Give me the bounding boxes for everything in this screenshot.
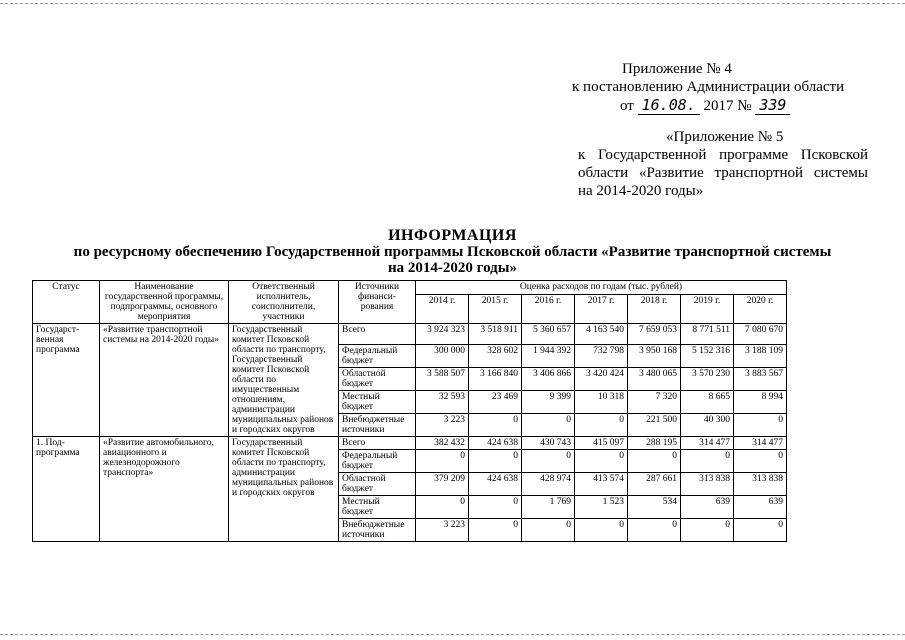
title-heading: ИНФОРМАЦИЯ <box>388 227 517 244</box>
cell-value: 0 <box>522 414 575 437</box>
header-sources: Источники финанси-рования <box>339 281 416 324</box>
cell-value: 0 <box>681 450 734 473</box>
cell-value: 3 950 168 <box>628 345 681 368</box>
cell-value: 3 406 866 <box>522 368 575 391</box>
cell-value: 639 <box>734 496 787 519</box>
handwritten-date: 16.08. <box>638 96 700 115</box>
cell-value: 3 223 <box>416 519 469 542</box>
cell-value: 379 209 <box>416 473 469 496</box>
cell-status: Государст-венная программа <box>33 324 100 437</box>
cell-value: 732 798 <box>575 345 628 368</box>
cell-value: 9 399 <box>522 391 575 414</box>
cell-value: 313 838 <box>681 473 734 496</box>
cell-value: 300 000 <box>416 345 469 368</box>
cell-source: Областной бюджет <box>339 368 416 391</box>
cell-value: 0 <box>522 519 575 542</box>
header-status: Статус <box>33 281 100 324</box>
cell-value: 0 <box>628 519 681 542</box>
cell-value: 3 570 230 <box>681 368 734 391</box>
cell-value: 4 163 540 <box>575 324 628 345</box>
cell-name: «Развитие транспортной системы на 2014-2020 годы» <box>100 324 229 437</box>
cell-value: 428 974 <box>522 473 575 496</box>
top-scan-edge <box>0 3 905 4</box>
header-year: 2016 г. <box>522 295 575 324</box>
cell-value: 32 593 <box>416 391 469 414</box>
cell-value: 0 <box>575 450 628 473</box>
cell-value: 3 166 840 <box>469 368 522 391</box>
cell-value: 0 <box>575 519 628 542</box>
cell-source: Внебюджетные источники <box>339 414 416 437</box>
header-row <box>33 281 787 295</box>
cell-source: Местный бюджет <box>339 391 416 414</box>
cell-responsible: Государственный комитет Псковской области по транспорту, администрации муниципальных районов и городских округов <box>229 437 339 542</box>
cell-value: 328 602 <box>469 345 522 368</box>
cell-value: 639 <box>681 496 734 519</box>
cell-value: 0 <box>416 496 469 519</box>
document-title <box>0 228 905 276</box>
cell-value: 314 477 <box>734 437 787 450</box>
table-row <box>33 437 787 450</box>
header-year: 2015 г. <box>469 295 522 324</box>
cell-value: 23 469 <box>469 391 522 414</box>
cell-value: 3 588 507 <box>416 368 469 391</box>
cell-value: 0 <box>522 450 575 473</box>
cell-value: 313 838 <box>734 473 787 496</box>
appendix-5-block <box>578 128 868 200</box>
cell-value: 7 659 053 <box>628 324 681 345</box>
cell-value: 287 661 <box>628 473 681 496</box>
cell-value: 430 743 <box>522 437 575 450</box>
table-row <box>33 324 787 345</box>
resource-table <box>32 280 787 542</box>
cell-value: 8 771 511 <box>681 324 734 345</box>
appendix-4-block <box>572 60 872 115</box>
cell-value: 314 477 <box>681 437 734 450</box>
cell-value: 3 480 065 <box>628 368 681 391</box>
date-year: 2017 № <box>703 98 752 114</box>
cell-responsible: Государственный комитет Псковской области по транспорту, Государственный комитет Псковской области по имущественным отношениям, администрации муниципальных районов и городских округов <box>229 324 339 437</box>
cell-source: Федеральный бюджет <box>339 450 416 473</box>
cell-value: 1 523 <box>575 496 628 519</box>
cell-value: 0 <box>469 496 522 519</box>
cell-source: Всего <box>339 437 416 450</box>
cell-value: 3 188 109 <box>734 345 787 368</box>
cell-source: Внебюджетные источники <box>339 519 416 542</box>
cell-value: 424 638 <box>469 437 522 450</box>
title-line-3: на 2014-2020 годы» <box>388 260 517 276</box>
cell-value: 0 <box>681 519 734 542</box>
cell-value: 415 097 <box>575 437 628 450</box>
cell-name: «Развитие автомобильного, авиационного и железнодорожного транспорта» <box>100 437 229 542</box>
header-name: Наименование государственной программы, подпрограммы, основного мероприятия <box>100 281 229 324</box>
cell-value: 0 <box>416 450 469 473</box>
cell-value: 534 <box>628 496 681 519</box>
header-responsible: Ответственный исполнитель, соисполнители, участники <box>229 281 339 324</box>
cell-value: 382 432 <box>416 437 469 450</box>
cell-value: 0 <box>469 414 522 437</box>
cell-value: 1 944 392 <box>522 345 575 368</box>
bottom-scan-edge <box>0 634 905 635</box>
cell-source: Федеральный бюджет <box>339 345 416 368</box>
cell-value: 7 080 670 <box>734 324 787 345</box>
appendix-4-date-line <box>572 96 872 115</box>
header-year: 2018 г. <box>628 295 681 324</box>
cell-value: 8 665 <box>681 391 734 414</box>
cell-value: 10 318 <box>575 391 628 414</box>
cell-value: 3 420 424 <box>575 368 628 391</box>
cell-value: 0 <box>575 414 628 437</box>
header-year: 2020 г. <box>734 295 787 324</box>
cell-value: 8 994 <box>734 391 787 414</box>
cell-value: 3 518 911 <box>469 324 522 345</box>
cell-value: 0 <box>469 519 522 542</box>
cell-value: 7 320 <box>628 391 681 414</box>
cell-source: Областной бюджет <box>339 473 416 496</box>
cell-value: 5 360 657 <box>522 324 575 345</box>
cell-value: 0 <box>734 450 787 473</box>
cell-value: 40 300 <box>681 414 734 437</box>
cell-value: 3 883 567 <box>734 368 787 391</box>
cell-source: Всего <box>339 324 416 345</box>
table-body <box>33 324 787 542</box>
header-year: 2017 г. <box>575 295 628 324</box>
appendix-5-title: «Приложение № 5 <box>666 129 784 145</box>
cell-status: 1. Под-программа <box>33 437 100 542</box>
appendix-5-line3: области «Развитие транспортной системы <box>578 165 868 181</box>
date-prefix: от <box>620 98 634 114</box>
header-year: 2019 г. <box>681 295 734 324</box>
cell-value: 0 <box>469 450 522 473</box>
cell-value: 1 769 <box>522 496 575 519</box>
appendix-4-title: Приложение № 4 <box>622 61 732 77</box>
cell-value: 3 223 <box>416 414 469 437</box>
cell-value: 424 638 <box>469 473 522 496</box>
cell-value: 0 <box>628 450 681 473</box>
cell-value: 3 924 323 <box>416 324 469 345</box>
title-line-2: по ресурсному обеспечению Государственной программы Псковской области «Развитие транспортной системы <box>73 244 832 260</box>
cell-value: 0 <box>734 519 787 542</box>
cell-value: 5 152 316 <box>681 345 734 368</box>
cell-source: Местный бюджет <box>339 496 416 519</box>
cell-value: 413 574 <box>575 473 628 496</box>
appendix-5-line4: на 2014-2020 годы» <box>578 183 704 199</box>
cell-value: 0 <box>734 414 787 437</box>
cell-value: 221 500 <box>628 414 681 437</box>
appendix-5-line2: к Государственной программе Псковской <box>578 147 868 163</box>
header-year: 2014 г. <box>416 295 469 324</box>
handwritten-number: 339 <box>755 96 790 115</box>
cell-value: 288 195 <box>628 437 681 450</box>
appendix-4-resolution: к постановлению Администрации области <box>572 79 845 95</box>
header-estimate: Оценка расходов по годам (тыс. рублей) <box>416 281 787 295</box>
